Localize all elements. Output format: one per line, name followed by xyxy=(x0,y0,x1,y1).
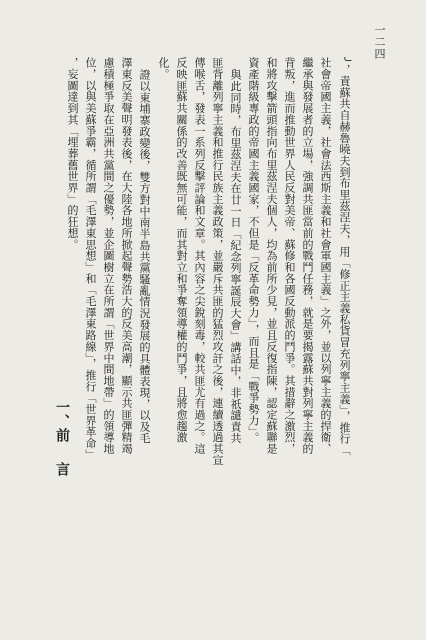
section-title-part: 前 xyxy=(54,428,70,442)
text-column: ╯，責蘇共自赫魯曉夫到布里茲涅夫，用「修正主義私貨冒充列寧主義」，推行「 xyxy=(338,57,351,456)
text-column: ，妄圖達到其「埋葬舊世界」的狂想。 xyxy=(66,57,79,250)
page-number: 一二四 xyxy=(373,24,386,60)
text-column: 反映匪蘇共關係的改善既無可能，而其對立和爭奪領導權的鬥爭，且將愈趨激 xyxy=(175,57,188,443)
text-column: 與此同時，布里茲涅夫在廿一日「紀念列寧誕辰大會」講話中，非祇譴責共 xyxy=(229,69,242,444)
text-column: 資產階級專政的帝國主義國家，不但是「反革命勢力」，而且是「戰爭勢力」。 xyxy=(247,57,260,444)
text-column: 和將攻擊箭頭指向布里茲涅夫個人，均為前所少見，並且反復指陳，認定蘇聯是 xyxy=(265,57,278,455)
text-column: 傳喉舌，發表一系列反擊評論和文章。其內容之尖銳刻毒，較共匪尤有過之。這 xyxy=(193,57,206,455)
section-title-part: 言 xyxy=(54,462,70,476)
text-column: 匪背離列寧主義和推行民族主義政策，並嚴斥共匪的猛烈攻訐之後，連續透過其宣 xyxy=(211,57,224,466)
text-column: 化。 xyxy=(157,57,170,80)
text-column: 位，以與美蘇爭霸，循所謂「毛澤東思想」和「毛澤東路線」，推行「世界革命」 xyxy=(84,57,97,461)
section-heading xyxy=(54,400,70,476)
text-column: 背叛，進而推動世界人民反對美帝、蘇修和各國反動派的鬥爭。其措辭之激烈， xyxy=(283,57,296,455)
text-column: 澤東反美聲明發表後，在大陸各地所掀起聲勢浩大的反美高潮，顯示共匪彈精竭 xyxy=(120,57,133,455)
text-column: 慮積極爭取在亞洲共黨間之優勢，並企圖樹立在所謂「世界中間地帶」的領導地 xyxy=(102,57,115,455)
text-column: 證以東埔寨政變後，雙方對中南半島共黨騷亂情況發展的具體表現，以及毛 xyxy=(138,69,151,444)
section-number: 一、 xyxy=(54,400,70,428)
text-column: 社會帝國主義，社會法西斯主義和社會軍國主義」之外，並以列寧主義的捍衛、 xyxy=(319,57,332,455)
text-column: 繼承與發展者的立場，強調共匪當前的戰鬥任務，就是要揭露蘇共對列寧主義的 xyxy=(301,57,314,455)
